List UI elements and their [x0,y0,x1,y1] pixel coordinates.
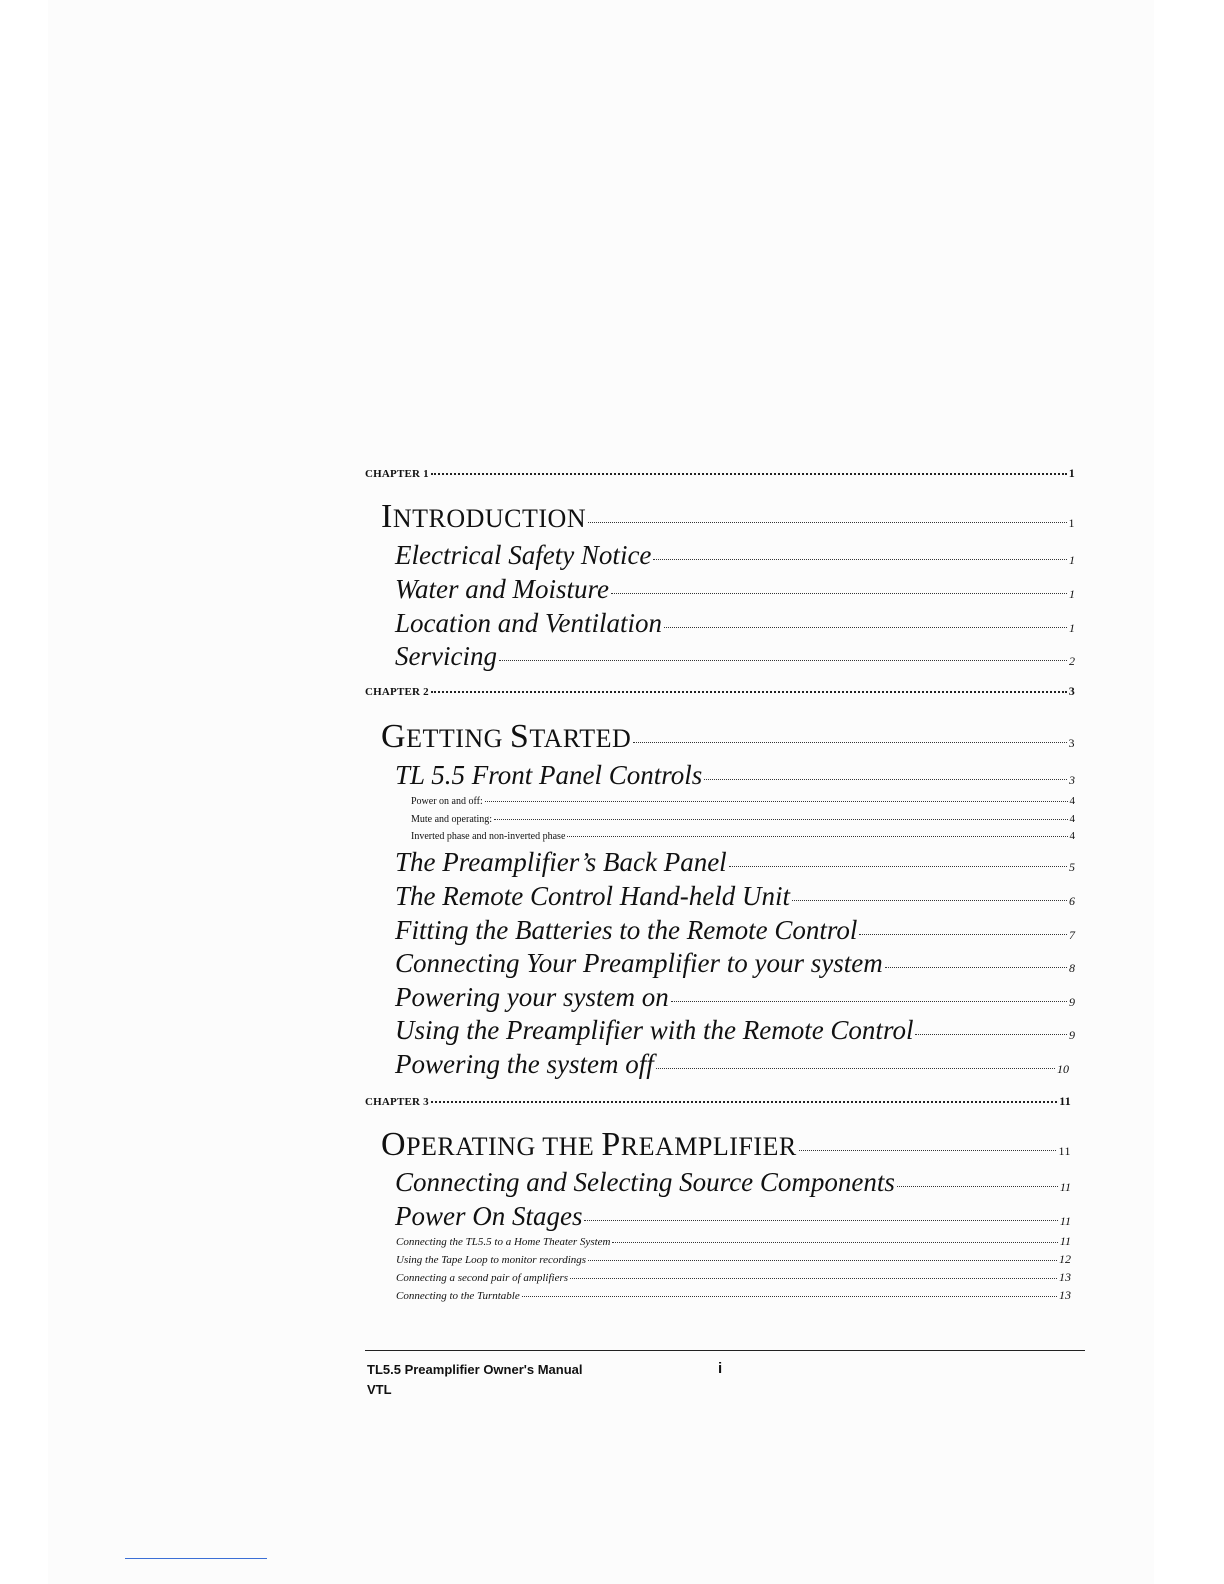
toc-page-number: 3 [1069,773,1075,787]
dot-leader [584,1220,1057,1221]
toc-home-theater[interactable] [396,1234,1071,1249]
toc-label: Mute and operating: [411,814,493,825]
dot-leader [611,593,1067,594]
toc-tape-loop[interactable] [396,1252,1071,1267]
toc-label: Power on and off: [411,796,483,807]
dot-leader [859,934,1067,935]
toc-page-number: 3 [1068,684,1075,698]
toc-label: Power On Stages [395,1201,583,1231]
dot-leader [704,779,1067,780]
toc-label: Servicing [395,641,497,671]
toc-page-number: 1 [1069,621,1075,635]
toc-chapter-2[interactable] [365,684,1075,699]
toc-page-number: 13 [1059,1288,1071,1302]
dot-leader [885,967,1067,968]
toc-getting-started[interactable] [381,718,1075,756]
toc-label: INTRODUCTION [381,498,587,535]
toc-page-number: 8 [1069,961,1075,975]
toc-label: Connecting Your Preamplifier to your system [395,948,883,978]
toc-inverted-phase[interactable] [411,830,1075,842]
toc-servicing[interactable] [395,641,1075,672]
toc-page-number: 9 [1069,995,1075,1009]
toc-page-number: 5 [1069,860,1075,874]
toc-page-number: 11 [1059,1234,1071,1248]
toc-second-pair[interactable] [396,1270,1071,1285]
dot-leader [633,742,1066,743]
dot-leader [431,691,1067,693]
toc-chapter-1[interactable] [365,466,1075,481]
toc-remote-unit[interactable] [395,881,1075,912]
toc-connecting-system[interactable] [395,948,1075,979]
toc-label: Inverted phase and non-inverted phase [411,831,566,842]
toc-source-components[interactable] [395,1167,1071,1198]
toc-label: GETTING STARTED [381,718,632,755]
toc-page-number: 1 [1068,516,1075,530]
toc-power-on-off[interactable] [411,795,1075,807]
toc-label: Using the Preamplifier with the Remote Control [395,1015,914,1045]
dot-leader [522,1296,1057,1297]
toc-label: The Preamplifier’s Back Panel [395,847,727,877]
footer-manual-title: TL5.5 Preamplifier Owner's Manual [367,1362,583,1377]
toc-label: Connecting to the Turntable [396,1290,520,1302]
dot-leader [653,559,1067,560]
toc-back-panel[interactable] [395,847,1075,878]
toc-page-number: 4 [1069,813,1075,825]
toc-label: Electrical Safety Notice [395,540,652,570]
toc-page-number: 7 [1069,928,1075,942]
toc-page-number: 3 [1068,736,1075,750]
toc-label: Location and Ventilation [395,608,662,638]
toc-page-number: 1 [1069,553,1075,567]
dot-leader [431,473,1067,475]
dot-leader [431,1101,1057,1103]
dot-leader [792,900,1067,901]
dot-leader [494,819,1067,820]
toc-page-number: 4 [1069,795,1075,807]
toc-front-panel[interactable] [395,760,1075,791]
toc-mute-operating[interactable] [411,813,1075,825]
toc-page-number: 2 [1069,654,1075,668]
footer-page-number: i [718,1360,723,1377]
toc-label: Connecting and Selecting Source Components [395,1167,895,1197]
toc-page-number: 11 [1058,1144,1071,1158]
toc-page-number: 10 [1057,1062,1069,1076]
blue-underline-mark [125,1558,267,1559]
dot-leader [897,1186,1058,1187]
toc-page-number: 1 [1068,466,1075,480]
toc-label: Powering your system on [395,982,669,1012]
footer-divider [365,1350,1085,1351]
toc-location-ventilation[interactable] [395,608,1075,639]
toc-page-number: 6 [1069,894,1075,908]
toc-label: CHAPTER 1 [365,468,429,480]
dot-leader [671,1001,1067,1002]
toc-label: Water and Moisture [395,574,609,604]
toc-page-number: 11 [1059,1214,1071,1228]
dot-leader [799,1150,1057,1151]
toc-water-moisture[interactable] [395,574,1075,605]
toc-powering-off[interactable] [395,1049,1069,1080]
toc-label: Powering the system off [395,1049,654,1079]
toc-label: CHAPTER 2 [365,686,429,698]
toc-using-remote[interactable] [395,1015,1075,1046]
toc-powering-on[interactable] [395,982,1075,1013]
toc-page-number: 13 [1059,1270,1071,1284]
dot-leader [570,1278,1057,1279]
toc-fitting-batteries[interactable] [395,915,1075,946]
toc-introduction[interactable] [381,498,1075,536]
dot-leader [567,836,1067,837]
toc-label: Connecting the TL5.5 to a Home Theater System [396,1236,611,1248]
toc-label: Fitting the Batteries to the Remote Control [395,915,858,945]
toc-label: The Remote Control Hand-held Unit [395,881,790,911]
toc-page-number: 4 [1069,830,1075,842]
toc-label: OPERATING THE PREAMPLIFIER [381,1126,797,1163]
toc-label: Connecting a second pair of amplifiers [396,1272,569,1284]
toc-chapter-3[interactable] [365,1094,1071,1109]
dot-leader [612,1242,1057,1243]
toc-label: Using the Tape Loop to monitor recordings [396,1254,587,1266]
toc-page-number: 11 [1059,1180,1071,1194]
toc-power-on-stages[interactable] [395,1201,1071,1232]
page-background [48,0,1154,1584]
toc-operating-preamplifier[interactable] [381,1126,1071,1164]
toc-electrical-safety[interactable] [395,540,1075,571]
page-footer [367,1360,583,1400]
footer-brand: VTL [367,1382,392,1397]
dot-leader [588,1260,1057,1261]
dot-leader [915,1034,1067,1035]
dot-leader [499,660,1067,661]
toc-label: CHAPTER 3 [365,1096,429,1108]
dot-leader [729,866,1067,867]
toc-page-number: 9 [1069,1028,1075,1042]
toc-turntable[interactable] [396,1288,1071,1303]
dot-leader [664,627,1067,628]
toc-page-number: 11 [1059,1094,1071,1108]
toc-page-number: 12 [1059,1252,1071,1266]
toc-label: TL 5.5 Front Panel Controls [395,760,703,790]
dot-leader [485,801,1068,802]
dot-leader [656,1068,1055,1069]
dot-leader [588,522,1066,523]
toc-page-number: 1 [1069,587,1075,601]
